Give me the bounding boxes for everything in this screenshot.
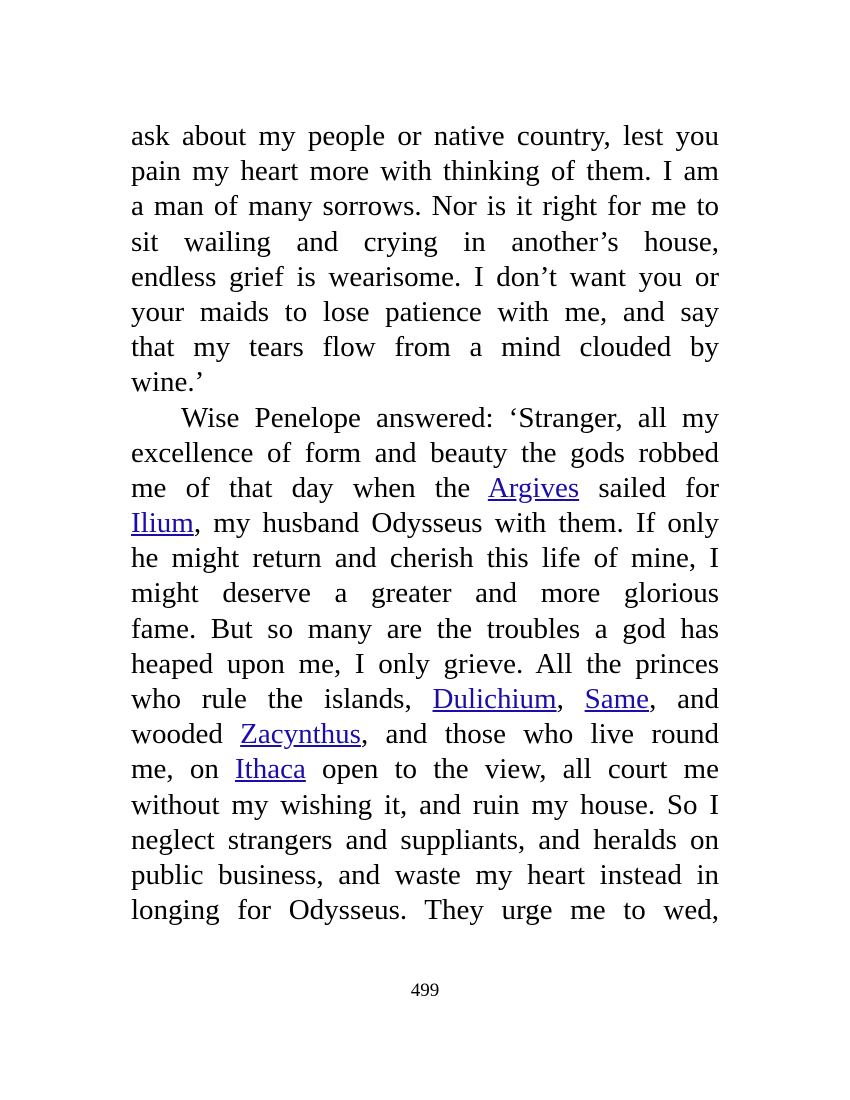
text-segment: wooded [131, 718, 241, 751]
page-number: 499 [410, 980, 440, 1001]
text-segment: me of that day when the [131, 471, 488, 504]
text-segment: endless grief is wearisome. I don’t want you or [131, 260, 719, 293]
text-segment: sailed for [579, 471, 719, 504]
text-segment: , my husband Odysseus with them. If only [193, 507, 719, 540]
text-segment: wine.’ [131, 366, 205, 399]
text-segment: a man of many sorrows. Nor is it right for me to [131, 190, 719, 223]
text-line [131, 823, 719, 858]
text-line [131, 893, 719, 928]
text-segment: , and [649, 683, 719, 715]
text-segment: open to the view, all court me [305, 753, 719, 786]
text-line [131, 260, 719, 295]
text-segment: he might return and cherish this life of mine, I [131, 542, 719, 575]
text-segment: neglect strangers and suppliants, and heralds on [131, 823, 719, 856]
place-link-dulichium[interactable]: Dulichium [432, 683, 557, 715]
text-line [131, 717, 719, 752]
place-link-same[interactable]: Same [584, 683, 650, 715]
place-link-argives[interactable]: Argives [487, 471, 580, 504]
text-line [131, 541, 719, 576]
text-segment: without my wishing it, and ruin my house. So I [131, 788, 719, 821]
text-line [131, 119, 719, 154]
text-segment: might deserve a greater and more glorious [131, 577, 719, 610]
place-link-zacynthus[interactable]: Zacynthus [240, 718, 361, 751]
text-segment: heaped upon me, I only grieve. All the princes [131, 647, 719, 680]
text-line [131, 365, 719, 400]
text-line [131, 471, 719, 506]
text-segment: ask about my people or native country, lest you [131, 120, 719, 152]
text-segment: your maids to lose patience with me, and say [131, 295, 719, 328]
text-segment: me, on [131, 753, 235, 786]
place-link-ilium[interactable]: Ilium [131, 507, 194, 540]
text-segment: Wise Penelope answered: ‘Stranger, all my [181, 401, 719, 434]
text-segment: , [556, 683, 585, 715]
text-segment: public business, and waste my heart instead in [131, 858, 719, 891]
text-line [131, 576, 719, 611]
text-segment: that my tears flow from a mind clouded by [131, 331, 719, 364]
text-line [131, 682, 719, 717]
text-line [131, 506, 719, 541]
text-segment: pain my heart more with thinking of them. I am [131, 155, 719, 188]
text-segment: who rule the islands, [131, 683, 433, 715]
text-line [131, 788, 719, 823]
text-segment: longing for Odysseus. They urge me to wed, [131, 894, 719, 927]
text-line [131, 858, 719, 893]
text-line [131, 752, 719, 787]
book-page-text [131, 119, 719, 928]
text-line [131, 436, 719, 471]
text-line [131, 225, 719, 260]
text-line [131, 189, 719, 224]
text-line [131, 647, 719, 682]
text-line [131, 612, 719, 647]
text-segment: sit wailing and crying in another’s house, [131, 225, 719, 258]
text-line [131, 401, 719, 436]
text-segment: , and those who live round [360, 718, 719, 751]
text-line [131, 330, 719, 365]
text-line [131, 154, 719, 189]
text-segment: fame. But so many are the troubles a god has [131, 612, 719, 645]
text-segment: excellence of form and beauty the gods robbed [131, 436, 719, 469]
place-link-ithaca[interactable]: Ithaca [234, 753, 306, 786]
text-line [131, 295, 719, 330]
